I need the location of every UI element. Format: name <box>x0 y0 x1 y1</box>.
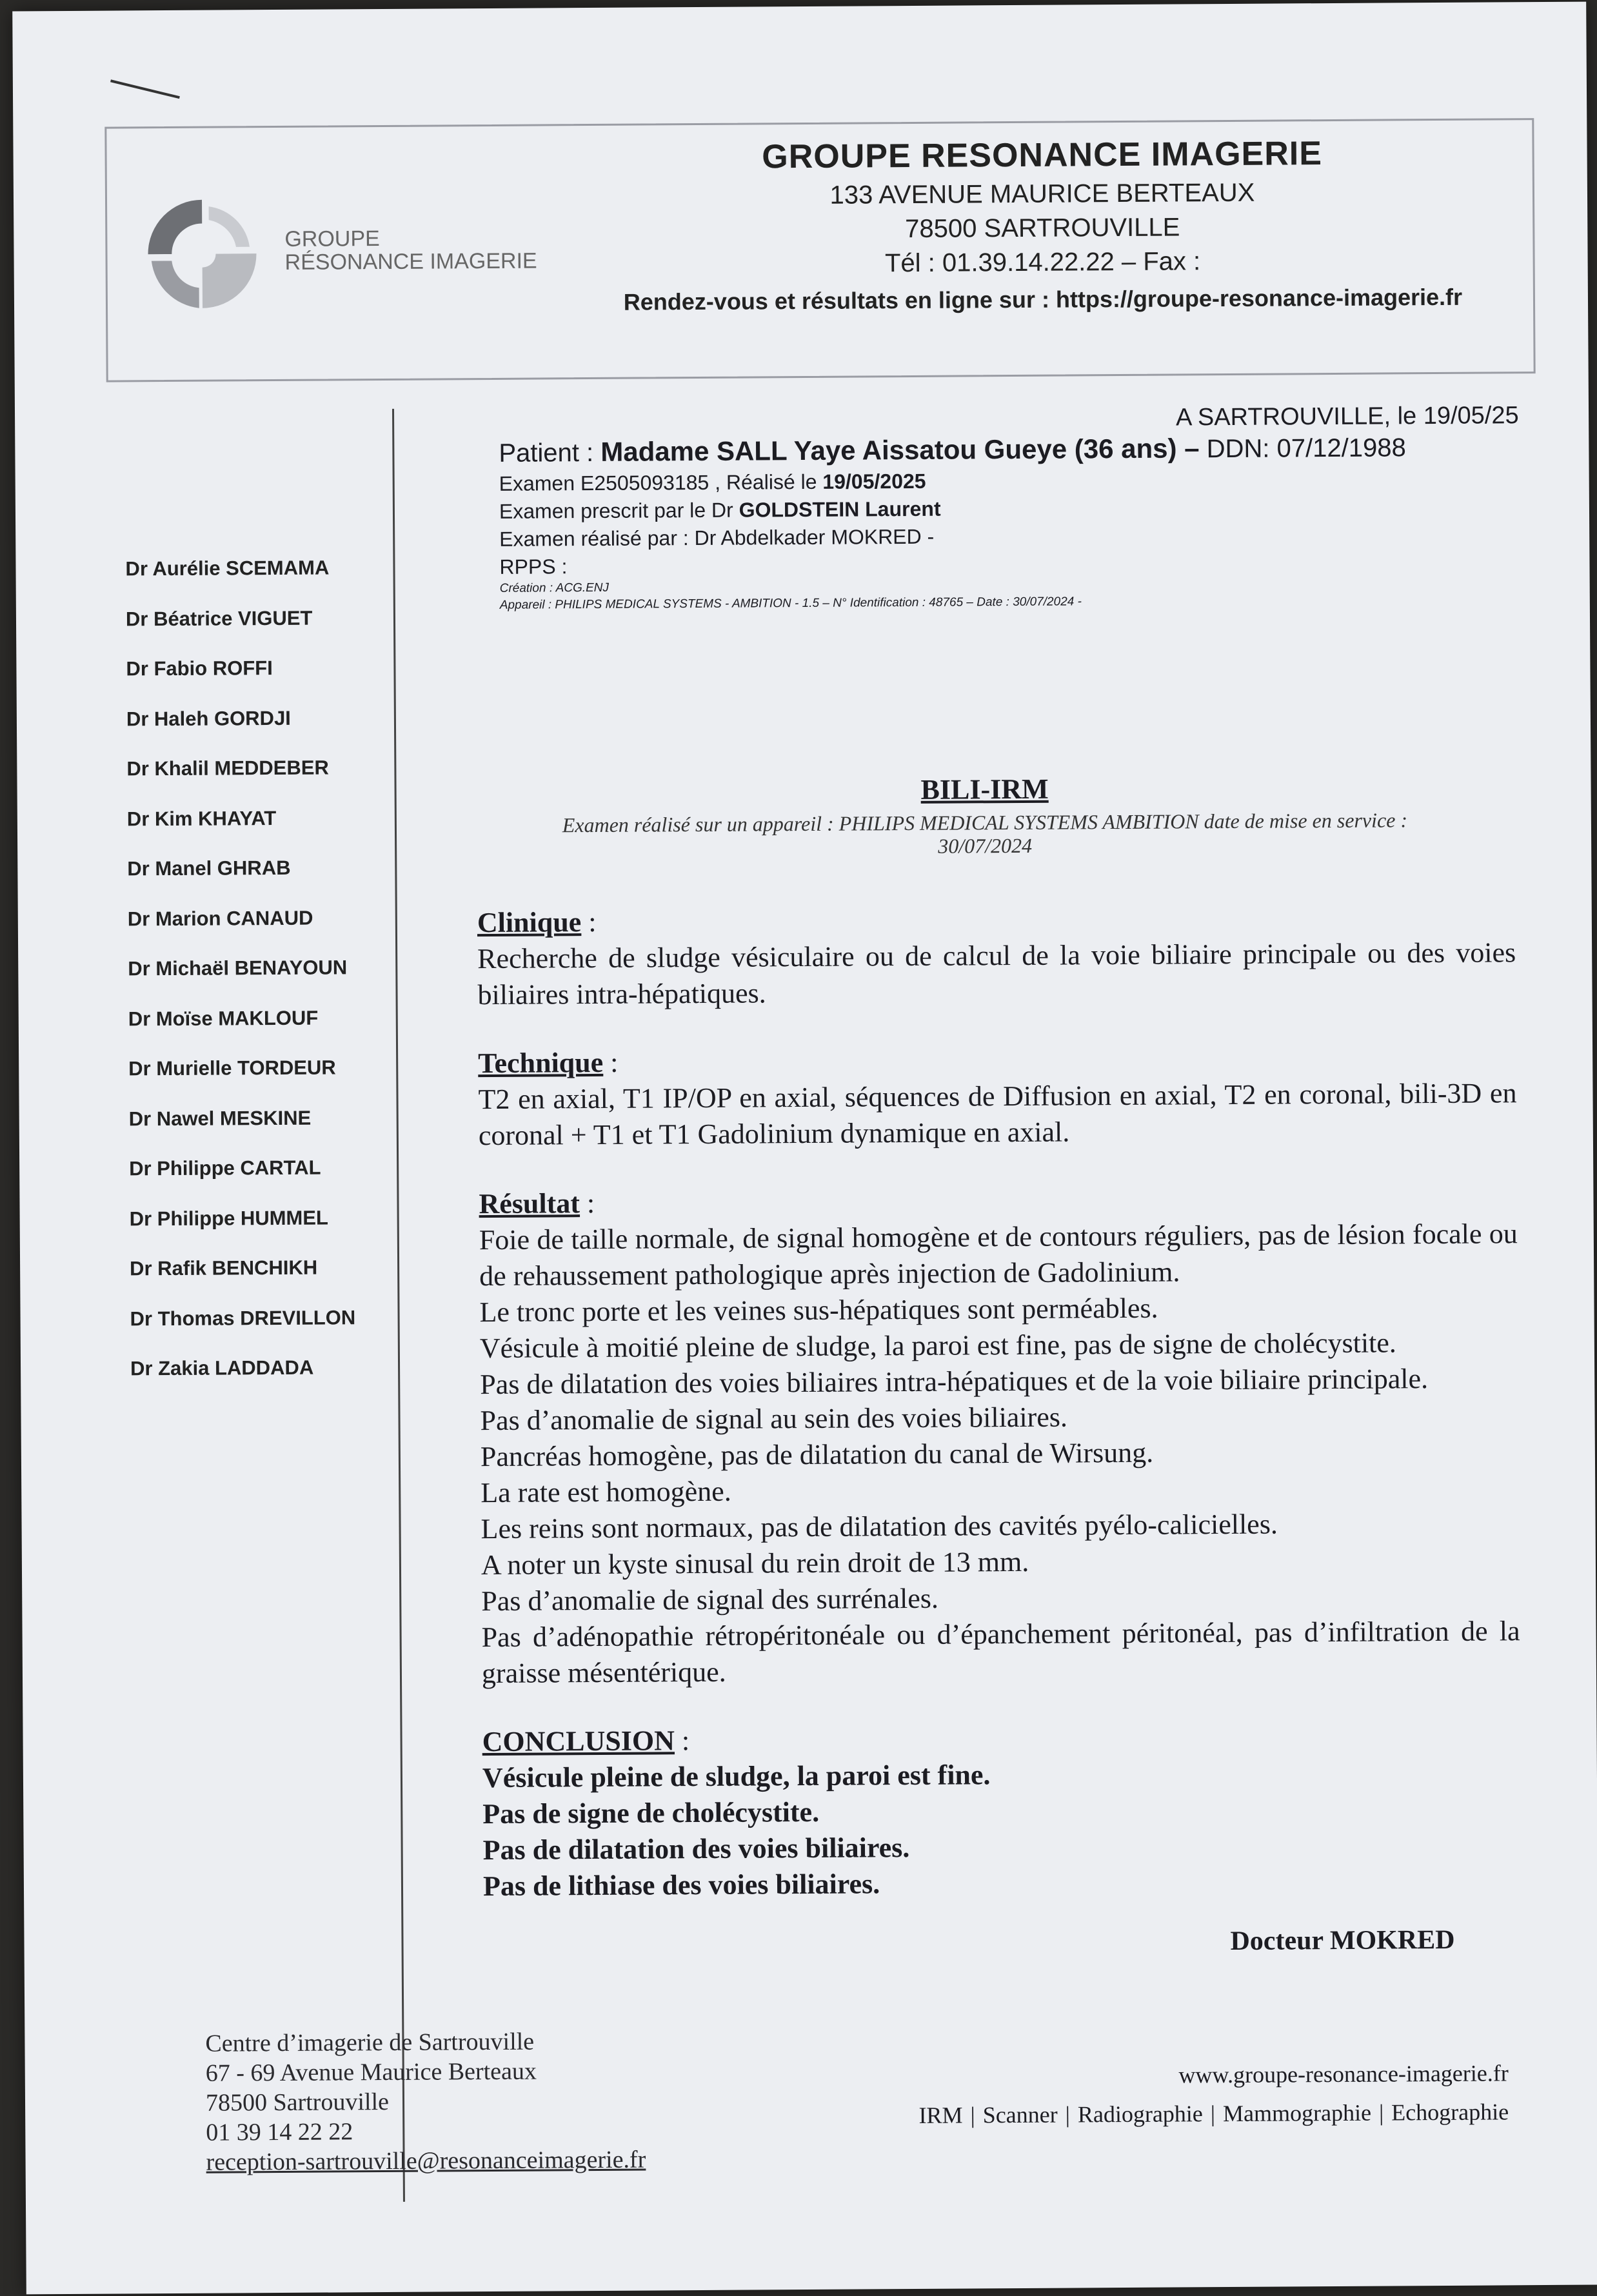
footer-center-name: Centre d’imagerie de Sartrouville <box>205 2028 535 2057</box>
conclusion-line: Pas de signe de cholécystite. <box>482 1796 820 1830</box>
footer-email[interactable]: reception-sartrouville@resonanceimagerie.fr <box>206 2146 646 2176</box>
exam-subtitle <box>469 807 1501 860</box>
resultat-line: Pas de dilatation des voies biliaires intra-hépatiques et de la voie biliaire principale. <box>480 1363 1429 1401</box>
resultat-line: Foie de taille normale, de signal homogène et de contours réguliers, pas de lésion focale ou de rehaussement pathologique après injection de Gadolinium. <box>479 1218 1518 1292</box>
resultat-line: Pas d’anomalie de signal au sein des voies biliaires. <box>480 1401 1068 1437</box>
clinique-heading-text: Clinique <box>477 906 582 939</box>
conclusion-heading-text: CONCLUSION <box>482 1725 675 1758</box>
prescriber-label: Examen prescrit par le Dr <box>499 498 739 523</box>
service-item: Mammographie <box>1222 2099 1372 2127</box>
exam-title: BILI-IRM <box>920 773 1049 806</box>
doctor-name: Dr Kim KHAYAT <box>126 806 277 830</box>
resultat-heading-text: Résultat <box>479 1187 580 1220</box>
doctor-name: Dr Michaël BENAYOUN <box>128 956 348 980</box>
doctor-name: Dr Manel GHRAB <box>127 856 291 880</box>
resultat-list <box>479 1216 1520 1692</box>
patient-ddn: DDN: 07/12/1988 <box>1199 433 1406 464</box>
footer-address: 67 - 69 Avenue Maurice Berteaux <box>205 2057 537 2087</box>
resultat-line: La rate est homogène. <box>481 1475 731 1509</box>
footer-contact <box>205 2026 646 2177</box>
org-website: Rendez-vous et résultats en ligne sur : https://groupe-resonance-imagerie.fr <box>623 283 1463 315</box>
doctor-name: Dr Nawel MESKINE <box>128 1106 312 1130</box>
exam-subtitle-line-1: Examen réalisé sur un appareil : PHILIPS MEDICAL SYSTEMS AMBITION date de mise en service : <box>562 808 1408 837</box>
doctor-name: Dr Murielle TORDEUR <box>128 1056 336 1080</box>
doctor-name: Dr Philippe CARTAL <box>129 1156 321 1180</box>
doctor-name: Dr Moïse MAKLOUF <box>128 1006 319 1030</box>
exam-line <box>499 466 1407 496</box>
conclusion-list <box>482 1754 1522 1905</box>
technique-text: T2 en axial, T1 IP/OP en axial, séquences de Diffusion en axial, T2 en coronal, bili-3D en coronal + T1 et T1 Gadolinium dynamique en axial. <box>478 1077 1517 1152</box>
doctor-name: Dr Zakia LADDADA <box>130 1356 314 1380</box>
org-phone: Tél : 01.39.14.22.22 – Fax : <box>884 247 1201 278</box>
doctor-name: Dr Khalil MEDDEBER <box>126 756 329 780</box>
technique-heading: Technique : <box>478 1046 619 1080</box>
footer-website[interactable]: www.groupe-resonance-imagerie.fr <box>1178 2060 1509 2088</box>
device-info: Appareil : PHILIPS MEDICAL SYSTEMS - AMBITION - 1.5 – N° Identification : 48765 – Date : 30/07/2024 - <box>499 595 1082 612</box>
logo-text <box>284 226 537 274</box>
exam-title-block <box>468 769 1501 860</box>
exam-subtitle-line-2: 30/07/2024 <box>938 833 1033 858</box>
logo-icon <box>134 186 270 322</box>
clinique-text: Recherche de sludge vésiculaire ou de calcul de la voie biliaire principale ou des voies biliaires intra-hépatiques. <box>477 936 1516 1011</box>
org-info <box>558 133 1527 316</box>
doctor-list <box>125 556 356 1407</box>
org-name: GROUPE RESONANCE IMAGERIE <box>762 135 1323 176</box>
patient-block <box>499 431 1407 613</box>
resultat-line: Vésicule à moitié pleine de sludge, la paroi est fine, pas de signe de cholécystite. <box>479 1327 1396 1365</box>
conclusion-line: Pas de dilatation des voies biliaires. <box>482 1832 910 1866</box>
doctor-name: Dr Fabio ROFFI <box>126 657 273 680</box>
resultat-line: Le tronc porte et les veines sus-hépatiques sont perméables. <box>479 1292 1158 1329</box>
resultat-heading: Résultat : <box>479 1187 595 1220</box>
performed-by: Examen réalisé par : Dr Abdelkader MOKRED - <box>499 524 935 551</box>
clinique-heading: Clinique : <box>477 906 597 939</box>
org-address: 133 AVENUE MAURICE BERTEAUX <box>829 178 1255 210</box>
patient-line <box>499 431 1406 468</box>
org-city: 78500 SARTROUVILLE <box>905 213 1180 244</box>
rpps: RPPS : <box>499 555 568 579</box>
sidebar-divider <box>392 409 405 2202</box>
footer-city: 78500 Sartrouville <box>205 2088 390 2117</box>
report-date: A SARTROUVILLE, le 19/05/25 <box>1175 402 1519 431</box>
resultat-line: Les reins sont normaux, pas de dilatation des cavités pyélo-calicielles. <box>481 1508 1278 1545</box>
creation: Création : ACG.ENJ <box>499 580 610 595</box>
signature: Docteur MOKRED <box>1230 1925 1455 1957</box>
resultat-line: Pas d’adénopathie rétropéritonéale ou d’épanchement péritonéal, pas d’infiltration de la graisse mésentérique. <box>481 1615 1520 1690</box>
logo-text-line-1: GROUPE <box>284 226 380 252</box>
resultat-line: Pancréas homogène, pas de dilatation du canal de Wirsung. <box>480 1436 1154 1473</box>
exam-date: 19/05/2025 <box>822 469 926 493</box>
service-item: Scanner <box>982 2101 1058 2128</box>
doctor-name: Dr Haleh GORDJI <box>126 706 291 730</box>
logo-text-line-2: RÉSONANCE IMAGERIE <box>284 248 537 275</box>
conclusion-heading: CONCLUSION : <box>482 1725 690 1758</box>
service-item: Radiographie <box>1077 2101 1203 2128</box>
service-item: IRM <box>918 2102 963 2128</box>
doctor-name: Dr Philippe HUMMEL <box>129 1206 329 1230</box>
prescriber-name: GOLDSTEIN Laurent <box>739 497 941 522</box>
footer-phone: 01 39 14 22 22 <box>206 2118 353 2146</box>
doctor-name: Dr Rafik BENCHIKH <box>130 1256 318 1280</box>
footer-services <box>786 2059 1509 2130</box>
exam-label: Examen E2505093185 , Réalisé le <box>499 470 823 495</box>
pen-mark <box>110 79 180 99</box>
patient-name: Madame SALL Yaye Aissatou Gueye (36 ans) – <box>600 433 1200 467</box>
resultat-line: A noter un kyste sinusal du rein droit de 13 mm. <box>481 1545 1029 1581</box>
doctor-name: Dr Béatrice VIGUET <box>125 606 313 630</box>
technique-heading-text: Technique <box>478 1046 604 1080</box>
letterhead <box>104 118 1535 382</box>
patient-label: Patient : <box>499 438 601 468</box>
report-page <box>12 2 1597 2295</box>
doctor-name: Dr Thomas DREVILLON <box>130 1305 356 1330</box>
report-body <box>477 898 1522 1905</box>
service-item: Echographie <box>1391 2099 1509 2126</box>
conclusion-line: Vésicule pleine de sludge, la paroi est fine. <box>482 1759 991 1794</box>
services-list: IRM | Scanner | Radiographie | Mammographie | Echographie <box>918 2099 1509 2128</box>
doctor-name: Dr Marion CANAUD <box>127 906 313 930</box>
conclusion-line: Pas de lithiase des voies biliaires. <box>482 1868 880 1903</box>
doctor-name: Dr Aurélie SCEMAMA <box>125 556 330 580</box>
prescriber-line <box>499 494 1407 524</box>
resultat-line: Pas d’anomalie de signal des surrénales. <box>481 1582 939 1618</box>
